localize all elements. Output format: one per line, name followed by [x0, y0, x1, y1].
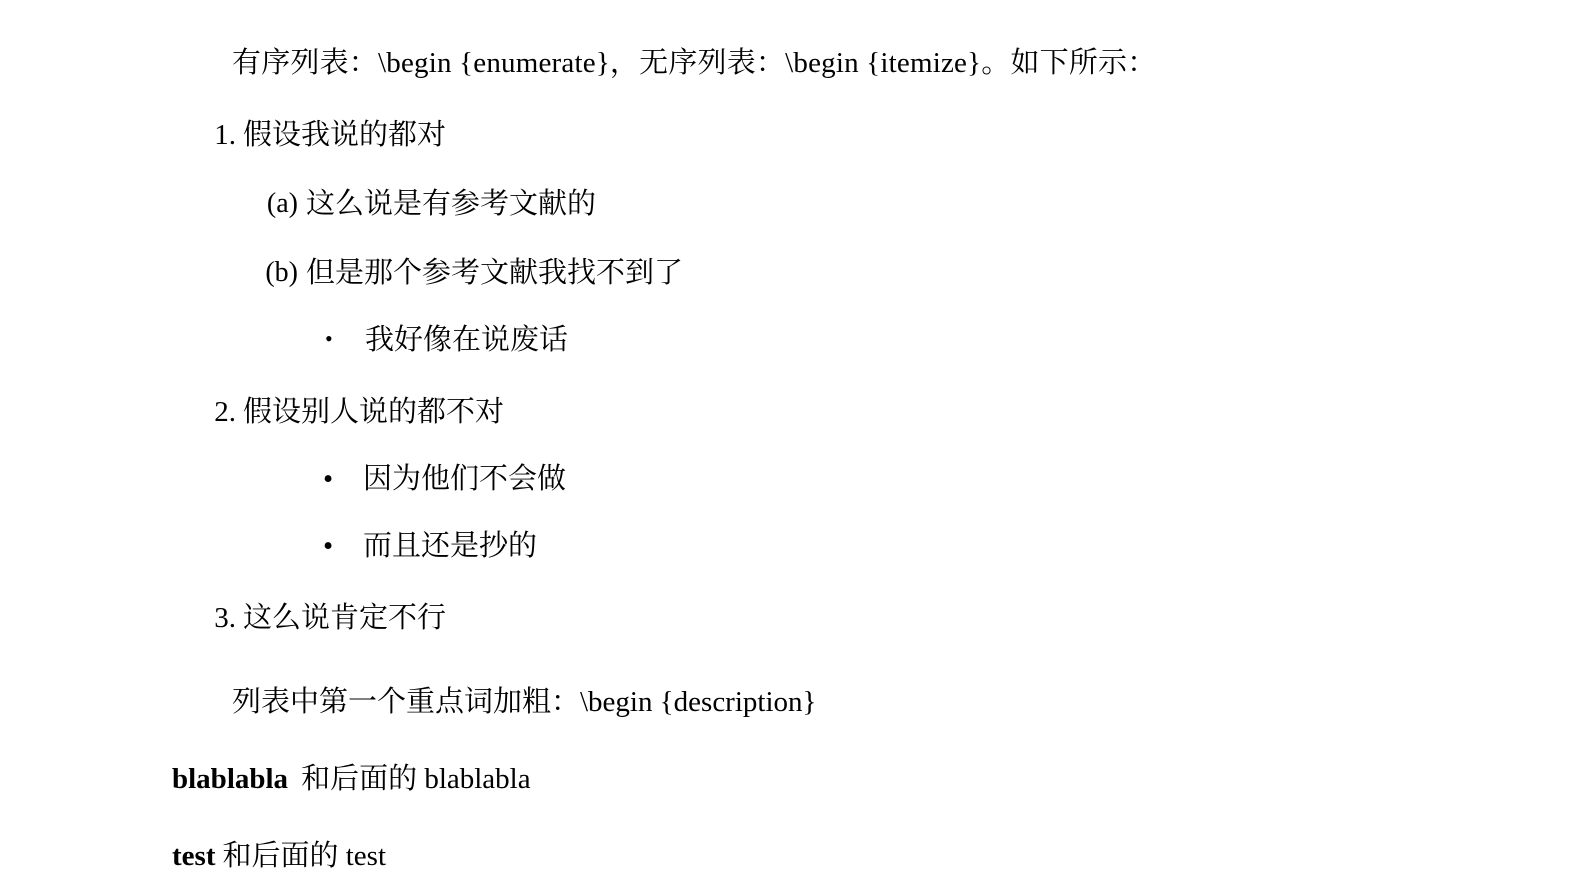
list-item-text: 而且还是抄的	[363, 530, 538, 562]
ordered-list-level-2	[243, 190, 1583, 288]
bullet-icon: •	[325, 326, 333, 351]
list-marker: (a)	[266, 188, 298, 219]
list-item	[0, 604, 1583, 633]
list-item-text: 假设别人说的都不对	[243, 396, 505, 428]
description-term: test	[172, 840, 216, 872]
list-item-text: 但是那个参考文献我找不到了	[306, 257, 684, 289]
list-item	[243, 326, 1583, 355]
list-marker: (b)	[265, 257, 298, 288]
bullet-icon: •	[323, 463, 334, 495]
document-page	[0, 29, 1583, 872]
list-item-text: 这么说是有参考文献的	[306, 188, 597, 220]
list-item	[243, 532, 1583, 561]
list-item-text: 这么说肯定不行	[243, 602, 447, 634]
description-list	[0, 765, 1583, 871]
description-definition: 和后面的 blablabla	[301, 763, 531, 795]
ordered-list-level-1	[0, 121, 1583, 633]
description-row	[0, 842, 1583, 871]
intro-paragraph: 有序列表：\begin {enumerate}，无序列表：\begin {itemize}。如下所示：	[232, 47, 1157, 79]
description-row	[0, 765, 1583, 794]
list-item	[0, 398, 1583, 561]
description-term: blablabla	[172, 763, 289, 795]
description-intro-paragraph: 列表中第一个重点词加粗：\begin {description}	[232, 686, 817, 718]
list-item	[0, 121, 1583, 355]
description-definition: 和后面的 test	[222, 840, 387, 872]
list-item	[243, 259, 1583, 288]
list-marker: 3.	[214, 602, 236, 634]
bullet-icon: •	[323, 530, 334, 562]
list-marker: 2.	[214, 396, 236, 428]
list-item-text: 我好像在说废话	[365, 324, 569, 356]
unordered-list-level-3	[243, 326, 1583, 355]
list-marker: 1.	[214, 119, 236, 151]
list-item	[243, 465, 1583, 494]
list-item-text: 因为他们不会做	[363, 463, 567, 495]
list-item-text: 假设我说的都对	[243, 119, 447, 151]
unordered-list-level-2	[243, 465, 1583, 561]
list-item	[243, 190, 1583, 219]
